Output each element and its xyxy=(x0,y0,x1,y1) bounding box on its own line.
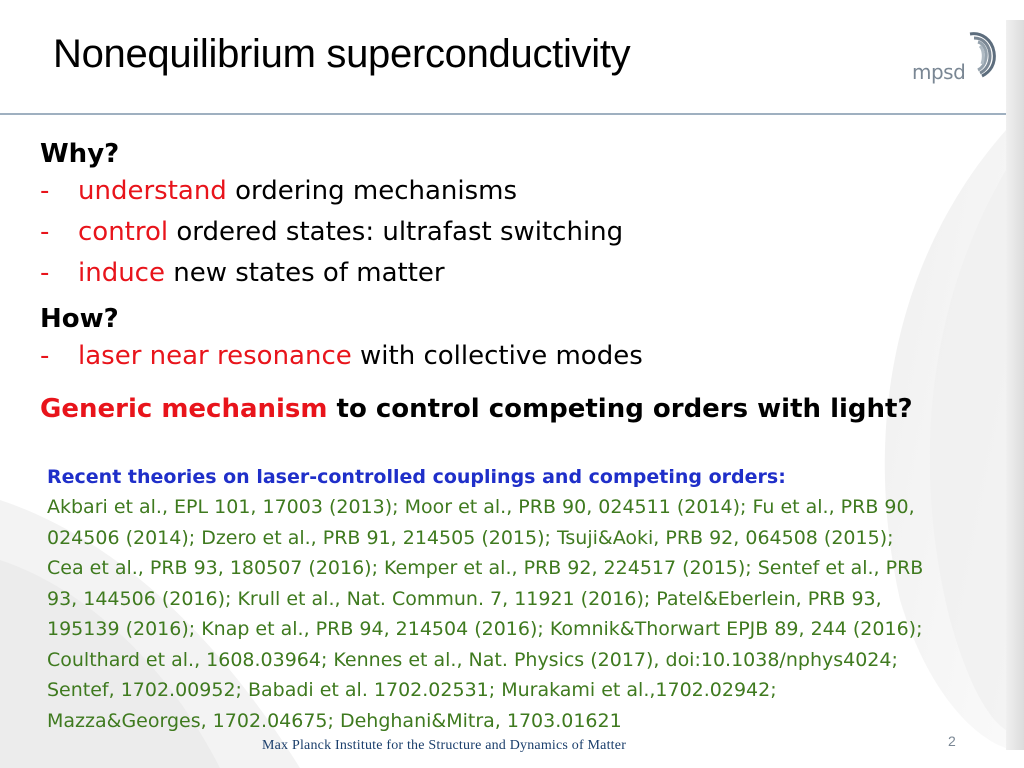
why-heading: Why? xyxy=(40,139,120,169)
bullet-dash: - xyxy=(40,258,50,288)
bullet-text: new states of matter xyxy=(164,258,445,288)
question-highlight: Generic mechanism xyxy=(40,394,328,424)
why-bullet xyxy=(40,212,990,253)
why-bullet xyxy=(40,171,990,212)
slide-body xyxy=(40,137,990,453)
bullet-text: with collective modes xyxy=(351,341,643,371)
bullet-text: ordering mechanisms xyxy=(226,176,518,206)
bullet-highlight: control xyxy=(78,217,169,247)
reference-line: 93, 144506 (2016); Krull et al., Nat. Commun. 7, 11921 (2016); Patel&Eberlein, PRB 93, xyxy=(47,587,882,610)
reference-line: 024506 (2014); Dzero et al., PRB 91, 214505 (2015); Tsuji&Aoki, PRB 92, 064508 (2015); xyxy=(47,526,894,549)
reference-line: Coulthard et al., 1608.03964; Kennes et al., Nat. Physics (2017), doi:10.1038/nphys4024; xyxy=(47,648,898,671)
title-divider xyxy=(0,113,1006,115)
reference-line: 195139 (2016); Knap et al., PRB 94, 214504 (2016); Komnik&Thorwart EPJB 89, 244 (2016); xyxy=(47,618,923,640)
bullet-dash: - xyxy=(40,176,50,206)
bullet-dash: - xyxy=(40,341,50,371)
footer-institute: Max Planck Institute for the Structure and Dynamics of Matter xyxy=(262,738,627,753)
bullet-text: ordered states: ultrafast switching xyxy=(168,217,624,247)
reference-line: Sentef, 1702.00952; Babadi et al. 1702.02531; Murakami et al.,1702.02942; xyxy=(47,679,777,701)
how-bullet xyxy=(40,336,990,377)
question-text: to control competing orders with light? xyxy=(327,394,913,424)
reference-line: Mazza&Georges, 1702.04675; Dehghani&Mitra, 1703.01621 xyxy=(47,709,622,732)
references-block xyxy=(47,462,997,736)
references-heading: Recent theories on laser-controlled couplings and competing orders: xyxy=(47,466,786,488)
bullet-highlight: laser near resonance xyxy=(78,341,352,371)
logo-text: mpsd xyxy=(912,60,966,84)
page-number: 2 xyxy=(948,733,956,749)
bullet-highlight: understand xyxy=(78,176,227,206)
bullet-highlight: induce xyxy=(78,258,165,288)
how-heading: How? xyxy=(40,304,119,334)
bullet-dash: - xyxy=(40,217,50,247)
why-bullet xyxy=(40,253,990,294)
reference-line: Cea et al., PRB 93, 180507 (2016); Kemper et al., PRB 92, 224517 (2015); Sentef et al., PRB xyxy=(47,557,924,579)
key-question xyxy=(40,391,990,427)
reference-line: Akbari et al., EPL 101, 17003 (2013); Moor et al., PRB 90, 024511 (2014); Fu et al., PRB 90, xyxy=(47,496,915,518)
slide-title: Nonequilibrium superconductivity xyxy=(53,32,631,76)
